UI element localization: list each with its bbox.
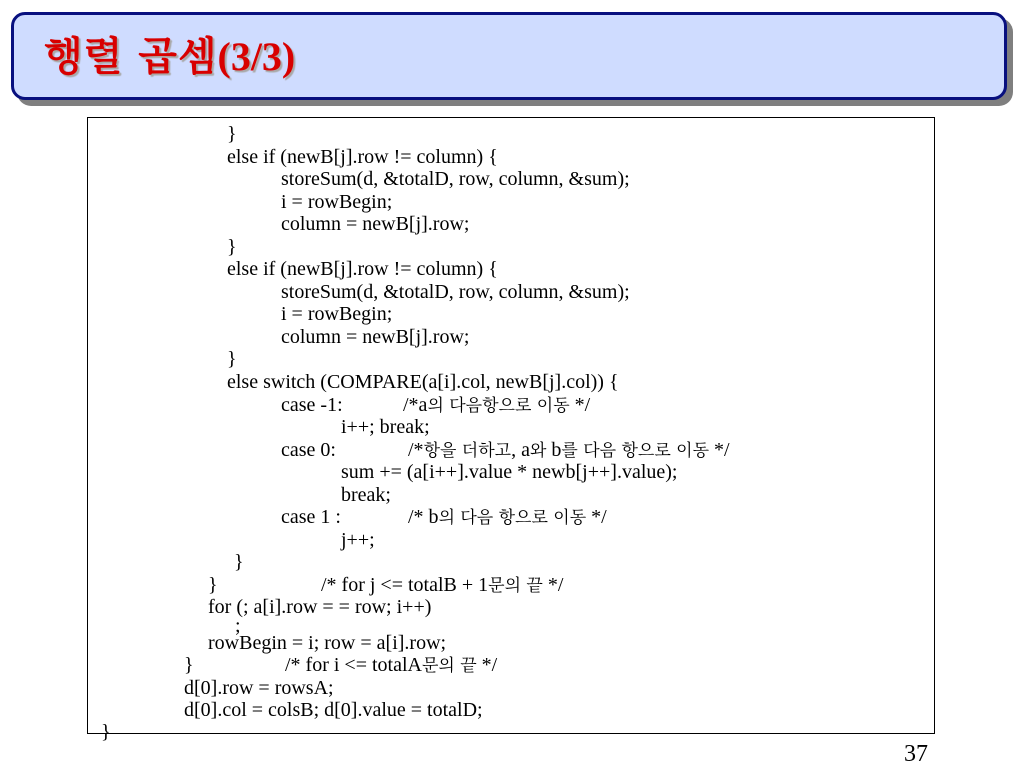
code-comment bbox=[403, 394, 590, 418]
code-line: column = newB[j].row; bbox=[281, 213, 470, 235]
page-number: 37 bbox=[904, 741, 928, 767]
code-line: case 1 : bbox=[281, 506, 341, 528]
slide-title bbox=[44, 34, 296, 80]
code-line: i = rowBegin; bbox=[281, 191, 393, 213]
code-comment-text: /*항을 더하고, a와 b를 다음 항으로 이동 */ bbox=[408, 439, 730, 461]
code-line: d[0].row = rowsA; bbox=[184, 677, 334, 699]
code-line: } bbox=[227, 123, 237, 145]
code-comment bbox=[408, 506, 607, 530]
code-line: i = rowBegin; bbox=[281, 303, 393, 325]
code-line: column = newB[j].row; bbox=[281, 326, 470, 348]
code-comment bbox=[408, 439, 730, 463]
code-line: rowBegin = i; row = a[i].row; bbox=[208, 632, 447, 654]
code-comment-text: /* for i <= totalA문의 끝 */ bbox=[285, 654, 498, 676]
code-line: } bbox=[227, 236, 237, 258]
code-line: } bbox=[234, 551, 244, 573]
code-line: case -1: bbox=[281, 394, 343, 416]
code-block bbox=[87, 117, 935, 743]
code-line: storeSum(d, &totalD, row, column, &sum); bbox=[281, 168, 630, 190]
code-comment bbox=[285, 654, 497, 678]
code-line: } bbox=[184, 654, 194, 676]
code-comment-text: /* b의 다음 항으로 이동 */ bbox=[408, 506, 607, 528]
slide-title-part: (3/3) bbox=[217, 34, 296, 79]
code-comment-text: /* for j <= totalB + 1문의 끝 */ bbox=[321, 574, 564, 596]
code-line: } bbox=[101, 721, 111, 743]
code-line: i++; break; bbox=[341, 416, 430, 438]
title-banner bbox=[11, 12, 1007, 100]
code-line: d[0].col = colsB; d[0].value = totalD; bbox=[184, 699, 483, 721]
code-line: break; bbox=[341, 484, 391, 506]
code-line: } bbox=[227, 348, 237, 370]
code-line: } bbox=[208, 574, 218, 596]
code-line: for (; a[i].row = = row; i++) bbox=[208, 596, 432, 618]
code-line: case 0: bbox=[281, 439, 336, 461]
code-line: else if (newB[j].row != column) { bbox=[227, 146, 498, 168]
code-line: ; bbox=[235, 615, 241, 637]
code-line: else switch (COMPARE(a[i].col, newB[j].col)) { bbox=[227, 371, 619, 393]
code-line: sum += (a[i++].value * newb[j++].value); bbox=[341, 461, 678, 483]
code-line: j++; bbox=[341, 529, 375, 551]
code-comment bbox=[321, 574, 563, 598]
code-line: storeSum(d, &totalD, row, column, &sum); bbox=[281, 281, 630, 303]
code-comment-text: /*a의 다음항으로 이동 */ bbox=[403, 394, 591, 416]
slide-title-korean: 행렬 곱셈 bbox=[44, 34, 218, 80]
code-line: else if (newB[j].row != column) { bbox=[227, 258, 498, 280]
